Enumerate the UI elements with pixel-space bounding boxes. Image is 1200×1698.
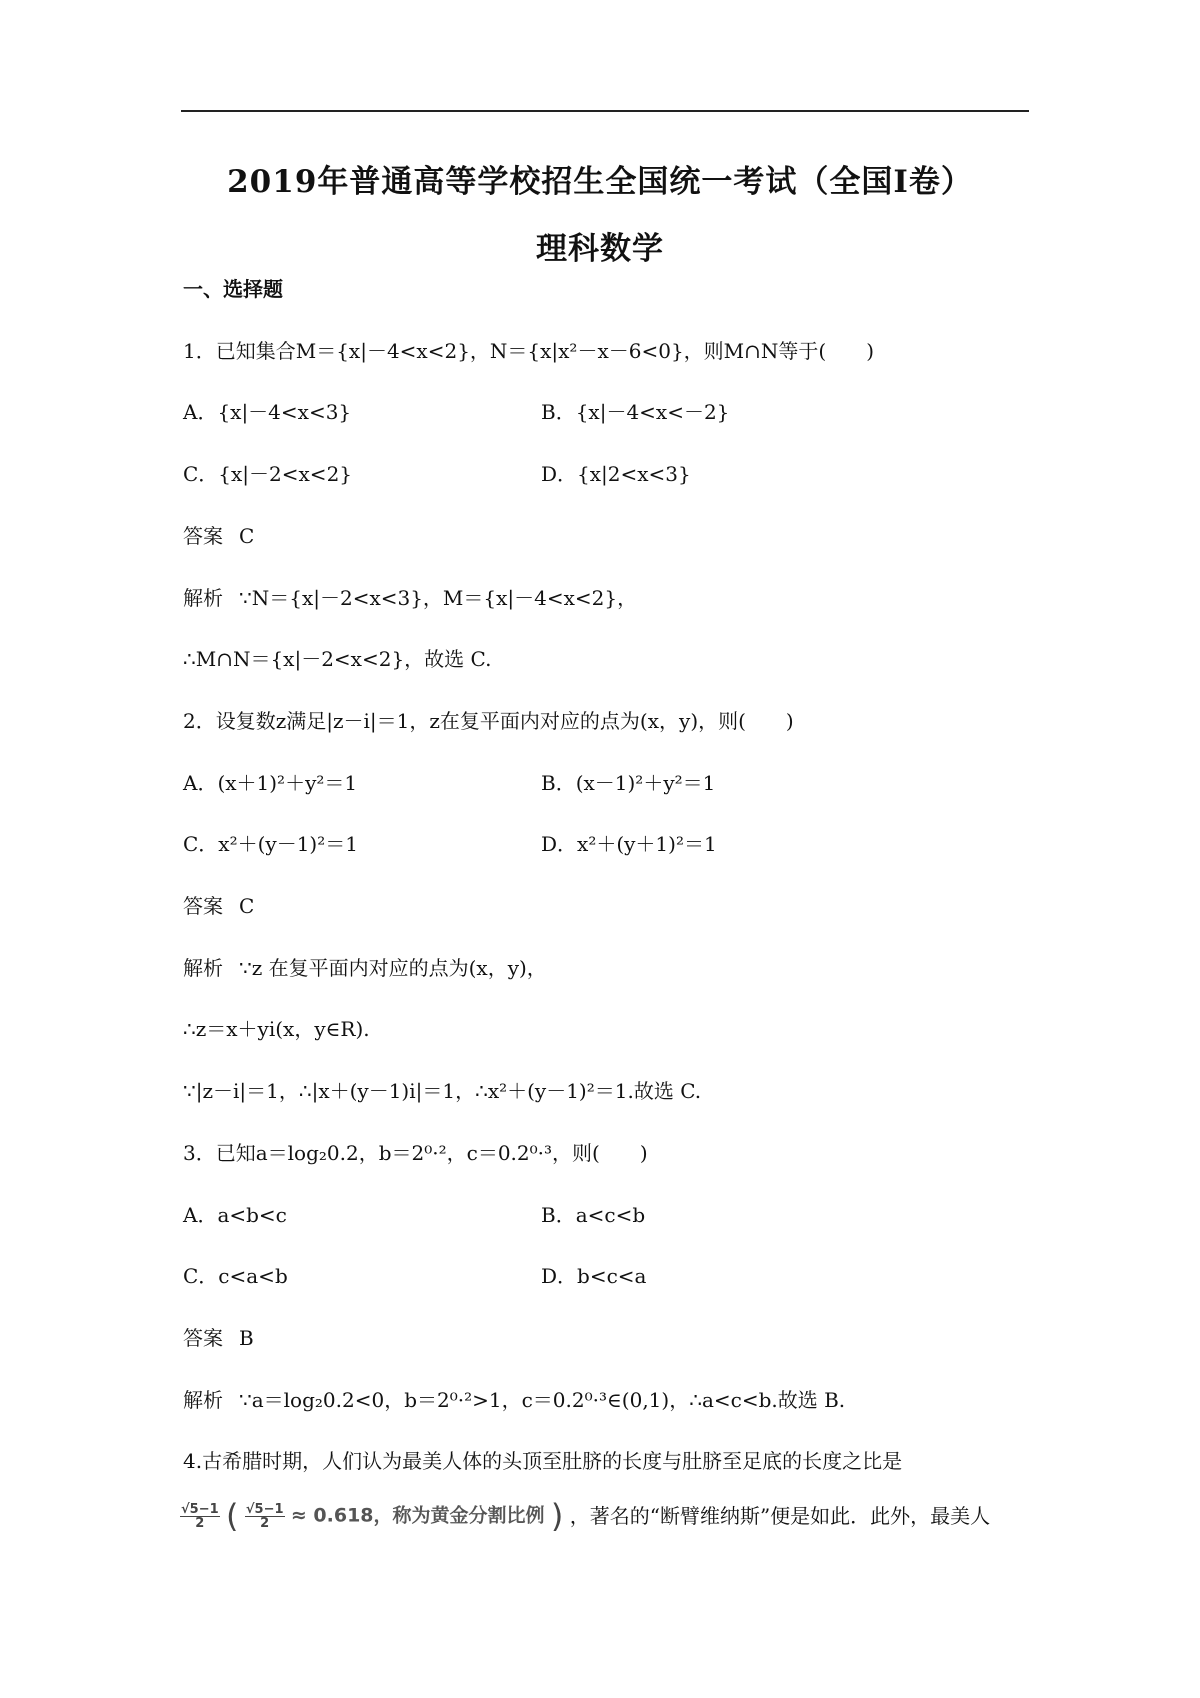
answer-label: 答案 xyxy=(183,894,223,918)
question-3-option-d: D．b<c<a xyxy=(541,1264,647,1288)
question-3-option-a: A．a<b<c xyxy=(183,1203,287,1227)
analysis-line: ∵z 在复平面内对应的点为(x，y)， xyxy=(239,956,547,980)
close-paren: ) xyxy=(550,1497,564,1535)
question-1-option-a: A．{x|－4<x<3} xyxy=(183,400,352,424)
fraction-denominator: 2 xyxy=(195,1515,205,1531)
question-1-analysis-line-2: ∴M∩N＝{x|－2<x<2}，故选 C. xyxy=(183,647,492,671)
question-3-option-c: C．c<a<b xyxy=(183,1264,288,1288)
question-2-option-d: D．x²＋(y＋1)²＝1 xyxy=(541,832,717,856)
question-1-stem: 1．已知集合M＝{x|－4<x<2}，N＝{x|x²－x－6<0}，则M∩N等于( ) xyxy=(183,339,875,363)
golden-ratio-text: ≈ 0.618，称为黄金分割比例 xyxy=(290,1504,545,1527)
fraction-numerator: √5−1 xyxy=(245,1501,284,1517)
question-2-answer xyxy=(183,896,254,916)
question-1-answer xyxy=(183,526,254,546)
analysis-label: 解析 xyxy=(183,1388,223,1412)
answer-value: C xyxy=(239,524,255,548)
analysis-label: 解析 xyxy=(183,956,223,980)
question-3-answer xyxy=(183,1328,254,1348)
header-rule xyxy=(181,110,1029,112)
analysis-label: 解析 xyxy=(183,586,223,610)
question-3-analysis xyxy=(183,1390,845,1410)
question-2-option-a: A．(x＋1)²＋y²＝1 xyxy=(183,771,358,795)
question-2-stem: 2．设复数z满足|z－i|＝1，z在复平面内对应的点为(x，y)，则( ) xyxy=(183,709,794,733)
question-1-analysis xyxy=(183,588,637,608)
question-1-option-c: C．{x|－2<x<2} xyxy=(183,462,353,486)
question-2-analysis xyxy=(183,958,547,978)
question-3-stem: 3．已知a＝log₂0.2，b＝2⁰·²，c＝0.2⁰·³，则( ) xyxy=(183,1141,648,1165)
open-paren: ( xyxy=(226,1497,239,1535)
question-2-option-b: B．(x－1)²＋y²＝1 xyxy=(541,771,716,795)
analysis-line: ∵a＝log₂0.2<0，b＝2⁰·²>1，c＝0.2⁰·³∈(0,1)，∴a<c<b.故选 B. xyxy=(239,1388,846,1412)
fraction-numerator: √5−1 xyxy=(181,1501,219,1517)
question-2-analysis-line-2: ∴z＝x＋yi(x，y∈R). xyxy=(183,1017,370,1041)
answer-label: 答案 xyxy=(183,524,223,548)
answer-value: B xyxy=(239,1326,254,1350)
question-2-analysis-line-3: ∵|z－i|＝1，∴|x＋(y－1)i|＝1，∴x²＋(y－1)²＝1.故选 C. xyxy=(183,1079,702,1103)
page-subtitle: 理科数学 xyxy=(536,231,664,267)
question-4-line-2 xyxy=(180,1497,991,1535)
question-3-option-b: B．a<c<b xyxy=(541,1203,646,1227)
answer-value: C xyxy=(239,894,255,918)
question-4-line-2-rest: ，著名的“断臂维纳斯”便是如此．此外，最美人 xyxy=(569,1504,991,1528)
analysis-line: ∵N＝{x|－2<x<3}，M＝{x|－4<x<2}， xyxy=(239,586,638,610)
section-heading: 一、选择题 xyxy=(183,277,283,301)
answer-label: 答案 xyxy=(183,1326,223,1350)
question-2-option-c: C．x²＋(y－1)²＝1 xyxy=(183,832,358,856)
question-4-line-1: 4.古希腊时期，人们认为最美人体的头顶至肚脐的长度与肚脐至足底的长度之比是 xyxy=(183,1449,903,1473)
question-1-option-d: D．{x|2<x<3} xyxy=(541,462,691,486)
page-title: 2019年普通高等学校招生全国统一考试（全国Ⅰ卷） xyxy=(227,164,973,200)
fraction-denominator: 2 xyxy=(260,1515,270,1531)
golden-ratio-fraction xyxy=(180,1503,220,1530)
golden-ratio-fraction-inner xyxy=(245,1503,285,1530)
question-1-option-b: B．{x|－4<x<－2} xyxy=(541,400,730,424)
